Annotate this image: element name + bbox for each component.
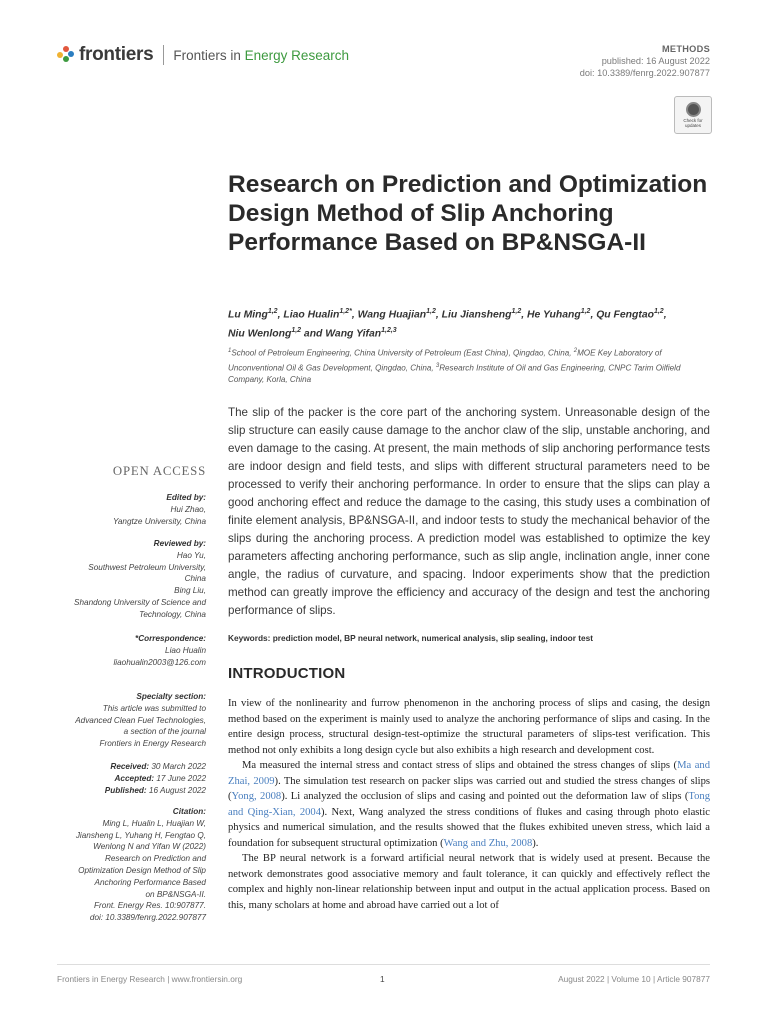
text-run: ). Next, Wang analyzed the stress conditions of flukes and casing through photo elastic physics and numerical simulation, and the results showed that the flukes exhibited uneven stress, which laid a foundation for subsequent structural optimization ( — [228, 806, 710, 849]
text-run: ). Li analyzed the occlusion of slips and casing and pointed out the deformation law of slips ( — [281, 791, 689, 802]
intro-paragraph-2 — [228, 758, 710, 851]
footer-article-info: August 2022 | Volume 10 | Article 907877 — [558, 974, 710, 984]
intro-paragraph-1: In view of the nonlinearity and furrow phenomenon in the anchoring process of slips and casing, the design method based on the experiment is mainly used to analyze the anchoring performance of slips and casing. In the entire design process, structural design-test-optimize the structural parameters of slips-test verification. This method not only exhibits a long design cycle but also exhibits a high research and development cost. — [228, 698, 710, 756]
citation-line: Research on Prediction and — [104, 854, 206, 864]
brand-name: frontiers — [79, 44, 154, 65]
citation-line: Jiansheng L, Yuhang H, Fengtao Q, — [75, 830, 206, 840]
citation-link[interactable]: Yong, 2008 — [231, 791, 282, 802]
correspondence-name: Liao Hualin — [165, 645, 206, 655]
page-number: 1 — [380, 974, 385, 984]
text-run: ). The simulation test research on packer slips was carried out and studied the stress changes of slips ( — [228, 775, 710, 802]
article-meta — [580, 43, 710, 79]
citation-link[interactable]: Wang and Zhu, 2008 — [443, 837, 533, 849]
author-affiliation-marker: 1,2 — [511, 308, 522, 315]
citation-link[interactable]: Tong and Qing-Xian, 2004 — [228, 791, 710, 818]
reviewer-line: Technology, China — [139, 609, 206, 619]
reviewed-by-block — [26, 538, 206, 621]
journal-name: Energy Research — [244, 47, 349, 63]
editor-line: Yangtze University, China — [113, 516, 206, 526]
affiliation-text: MOE Key Laboratory of Unconventional Oil & Gas Development, Qingdao, China, — [228, 348, 662, 373]
editor-line: Hui Zhao, — [170, 504, 206, 514]
citation-label: Citation: — [172, 807, 206, 816]
author-name[interactable]: He Yuhang — [527, 309, 581, 321]
open-access-label: OPEN ACCESS — [112, 464, 206, 478]
published-date: published: 16 August 2022 — [601, 56, 710, 66]
citation-doi[interactable]: doi: 10.3389/fenrg.2022.907877 — [89, 913, 206, 923]
author-name[interactable]: Qu Fengtao — [596, 309, 654, 321]
author-name[interactable]: Wang Yifan — [325, 328, 382, 340]
specialty-line: This article was submitted to — [102, 703, 206, 713]
reviewer-line: Hao Yu, — [176, 550, 206, 560]
doi[interactable]: doi: 10.3389/fenrg.2022.907877 — [579, 68, 710, 78]
affiliation-marker: 1 — [228, 348, 232, 354]
edited-by-label: Edited by: — [166, 493, 206, 502]
journal-prefix: Frontiers in — [173, 47, 245, 63]
specialty-label: Specialty section: — [136, 692, 206, 701]
specialty-line: Frontiers in Energy Research — [99, 739, 206, 749]
specialty-line: a section of the journal — [123, 727, 206, 737]
author-name[interactable]: Liao Hualin — [283, 309, 340, 321]
author-list: Lu Ming$^{1,2}$, Liao Hualin$^{1,2*}$, Wang Huajian$^{1,2}$, Liu Jiansheng$^{1,2}$, He Yuhang$^{1,2}$, Qu Fengtao$^{1,2}$, Niu Wenlong$^{1,2}$ and Wang Yifan$^{1,2,3}$ — [228, 308, 667, 340]
author-affiliation-marker: 1,2 — [426, 308, 436, 315]
check-for-updates-button[interactable] — [674, 96, 712, 134]
author-affiliation-marker: 1,2,3 — [381, 327, 397, 335]
published-line — [26, 785, 206, 797]
affiliations — [228, 345, 714, 386]
author-affiliation-marker: 1,2 — [291, 327, 302, 335]
specialty-block — [26, 691, 206, 750]
abstract: The slip of the packer is the core part of the anchoring system. Unreasonable design of the slip structure can easily cause damage to the anchor claw of the slip, unstable anchoring, and even damage to the casing. At present, the main methods of slip anchoring performance tests are indoor design and field tests, and slips with different structural parameters need to be processed to verify their anchoring performance. In order to ensure that the slips can play a good anchoring effect and reduce the damage to the casing, this study uses a combination of finite element analysis, BP&NSGA-II, and indoor tests to study the mechanical behavior of the slips during the anchoring process. A prediction model was established to optimize the key parameters affecting anchoring performance, such as slip angle, inclination angle, inner cone angle, the radius of curvature, and spacing. Indoor experiments show that the prediction method can greatly improve the efficiency and accuracy of the design and test the anchoring performance of slips. — [228, 406, 710, 617]
correspondence-email[interactable]: liaohualin2003@126.com — [113, 657, 206, 667]
affiliation-marker: 3 — [435, 362, 440, 369]
dates-block — [26, 761, 206, 796]
author-affiliation-marker: 1,2 — [653, 308, 664, 315]
text-run: Ma measured the internal stress and contact stress of slips and obtained the stress changes of slips ( — [242, 760, 678, 771]
correspondence-label: *Correspondence: — [135, 634, 206, 643]
author-name[interactable]: Lu Ming — [228, 309, 268, 321]
reviewed-by-label: Reviewed by: — [153, 539, 206, 548]
citation-line: Optimization Design Method of Slip — [78, 865, 206, 875]
received-date: 30 March 2022 — [149, 762, 206, 771]
journal-title[interactable] — [173, 48, 349, 63]
citation-line: on BP&NSGA-II. — [145, 889, 206, 899]
edited-by-block — [26, 492, 206, 527]
specialty-line: Advanced Clean Fuel Technologies, — [75, 715, 206, 725]
author-affiliation-marker: 1,2* — [339, 308, 352, 315]
intro-paragraph-3: The BP neural network is a forward artificial neural network that is widely used at present. Because the network demonstrates good associative memory and fault tolerance, it can quickly and effectively reflect the complex and highly non-linear relationship between input and output in the actual application process. Based on this, many scholars at home and abroad have carried out a lot of — [228, 853, 710, 911]
logo-divider — [163, 45, 164, 65]
received-label: Received: — [110, 762, 150, 771]
frontiers-logo[interactable] — [57, 44, 349, 66]
accepted-date: 17 June 2022 — [154, 773, 206, 783]
citation-line: Anchoring Performance Based — [94, 877, 206, 887]
affiliation-text: School of Petroleum Engineering, China University of Petroleum (East China), Qingdao, China, — [231, 348, 574, 358]
author-affiliation-marker: 1,2 — [267, 308, 278, 315]
text-run: ). — [532, 837, 539, 849]
section-heading-introduction: INTRODUCTION — [228, 665, 346, 682]
citation-line: Wenlong N and Yifan W (2022) — [93, 842, 206, 852]
footer-divider — [57, 964, 710, 965]
reviewer-line: Bing Liu, — [174, 586, 206, 596]
accepted-label: Accepted: — [114, 773, 155, 783]
received-line — [26, 761, 206, 773]
affiliation-text: Research Institute of Oil and Gas Engineering, CNPC Tarim Oilfield Company, Korla, China — [228, 363, 681, 385]
introduction-body — [228, 696, 710, 913]
article-type: METHODS — [661, 44, 710, 54]
reviewer-line: China — [184, 574, 206, 584]
footer-journal[interactable]: Frontiers in Energy Research | www.frontiersin.org — [57, 974, 243, 984]
author-name[interactable]: Niu Wenlong — [228, 328, 292, 340]
article-title: Research on Prediction and Optimization Design Method of Slip Anchoring Performance Based on BP&NSGA-II — [228, 171, 708, 256]
crossmark-icon — [686, 102, 701, 117]
author-name[interactable]: Wang Huajian — [357, 309, 427, 321]
citation-block — [26, 806, 206, 924]
reviewer-line: Shandong University of Science and — [74, 597, 206, 607]
citation-link[interactable]: Ma and Zhai, 2009 — [228, 760, 710, 787]
frontiers-logo-icon — [57, 46, 75, 64]
published-label: Published: — [104, 785, 147, 795]
author-affiliation-marker: 1,2 — [580, 308, 591, 315]
editor-lines — [26, 504, 206, 528]
citation-line: Ming L, Hualin L, Huajian W, — [102, 818, 206, 828]
correspondence-block — [26, 633, 206, 668]
published-date-sidebar: 16 August 2022 — [146, 785, 206, 795]
reviewer-line: Southwest Petroleum University, — [88, 562, 206, 572]
citation-line: Front. Energy Res. 10:907877. — [94, 901, 206, 911]
author-name[interactable]: Liu Jiansheng — [441, 309, 512, 321]
accepted-line — [26, 773, 206, 785]
check-updates-label: Check for updates — [683, 118, 703, 128]
keywords: Keywords: prediction model, BP neural network, numerical analysis, slip sealing, indoor test — [228, 633, 594, 643]
affiliation-marker: 2 — [573, 348, 578, 354]
